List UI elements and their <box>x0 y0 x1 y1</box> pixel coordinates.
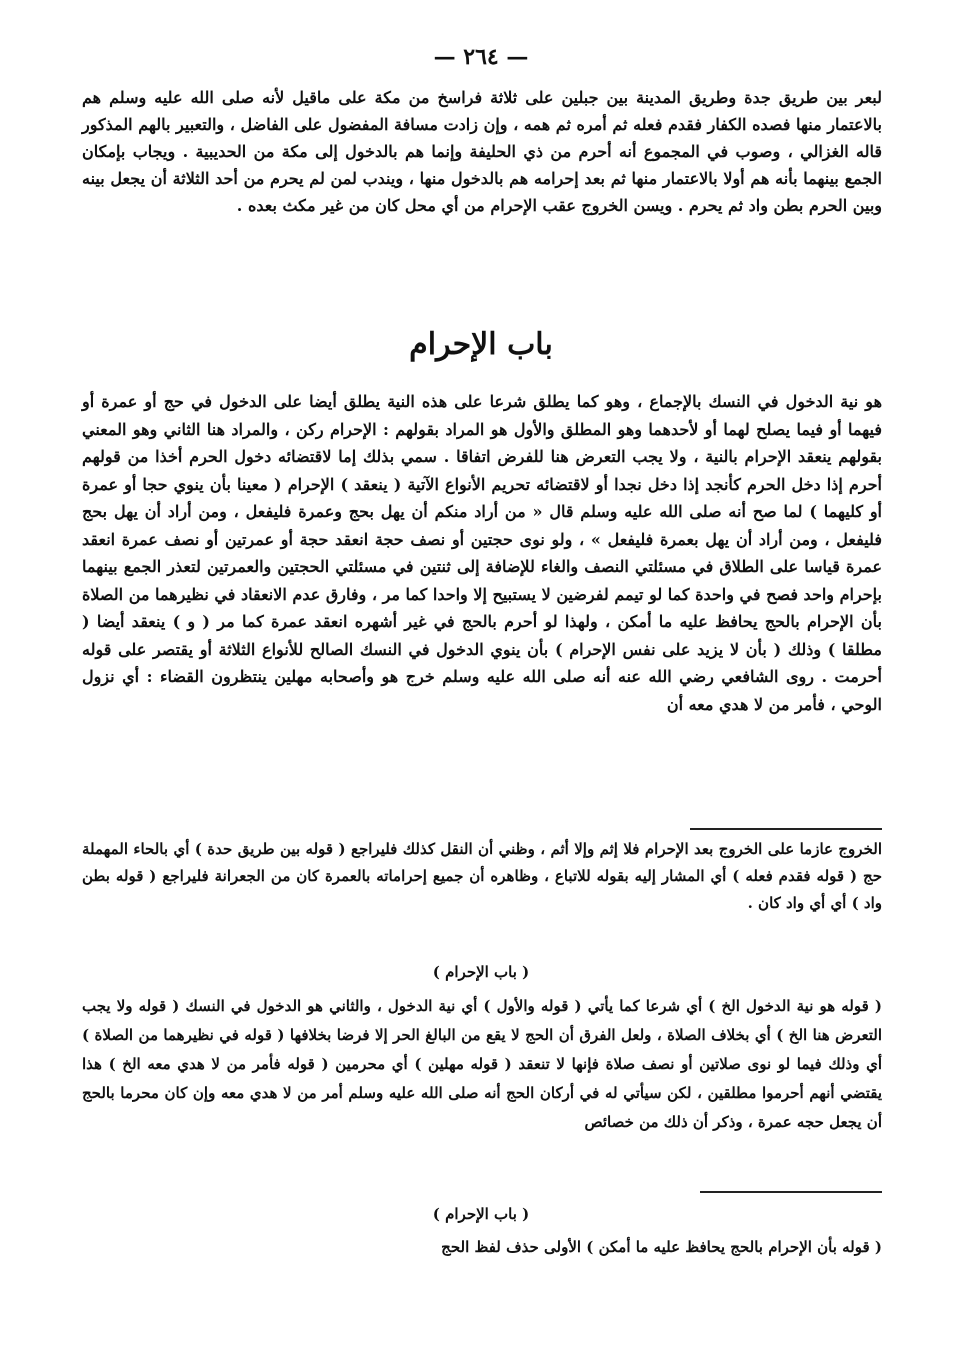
footnote-divider <box>690 828 882 830</box>
footnote-text: ( قوله بأن الإحرام بالحج يحافظ عليه ما أمكن ) الأولى حذف لفظ الحج <box>441 1238 882 1256</box>
footnote-divider <box>700 1191 882 1193</box>
main-text-body <box>82 388 882 718</box>
paragraph: هو نية الدخول في النسك بالإجماع ، وهو كما يطلق شرعا على هذه النية يطلق أيضا على الدخول في حج أو عمرة أو فيهما أو فيما يصلح لهما أو لأحدهما وهو المطلق والأول هو المراد بقولهم : الإحرام ركن ، والمراد هنا الثاني وهو المعني بقولهم ينعقد الإحرام بالنية ، ولا يجب التعرض هنا للفرض اتفاقا . سمي بذلك إما لاقتضائه دخول الحرم أخذا من قولهم أحرم إذا دخل الحرم كأنجد إذا دخل نجدا أو لاقتضائه تحريم الأنواع الآتية ( ينعقد ) الإحرام ( معينا بأن ينوي حجا أو عمرة أو كليهما ) لما صح أنه صلى الله عليه وسلم قال « من أراد منكم أن يهل بحج وعمرة فليفعل ، ومن أراد أن يهل بحج فليفعل ، ومن أراد أن يهل بعمرة فليفعل » ، ولو نوى حجتين أو نصف حجة انعقد حجة أو عمرتين أو نصف عمرة انعقد عمرة قياسا على الطلاق في مسئلتي النصف والغاء للإضافة إلى ثنتين في مسئلتي الحجتين والعمرتين لتعذر الجمع بينهما بإحرام واحد فصح في واحدة كما لو تيمم لفرضين لا يستبيح إلا واحدا كما مر ، وفارق عدم الانعقاد في نظيرهما من الصلاة بأن الإحرام بالحج يحافظ عليه ما أمكن ، ولهذا لو أحرم بالحج في غير أشهره انعقد عمرة كما مر ( و ) ينعقد أيضا ( مطلقا ) وذلك ( بأن لا يزيد على نفس الإحرام ) بأن ينوي الدخول في النسك الصالح للأنواع الثلاثة أو يقتصر على قوله أحرمت . روى الشافعي رضي الله عنه أنه صلى الله عليه وسلم خرج هو وأصحابه مهلين ينتظرون القضاء : أي نزول الوحي ، فأمر من لا هدي معه أن <box>82 392 883 714</box>
footnote-heading: ( باب الإحرام ) <box>432 963 530 981</box>
chapter-title: باب الإحرام <box>409 327 553 362</box>
footnote-block-3 <box>82 1234 882 1261</box>
footnote-heading: ( باب الإحرام ) <box>432 1205 530 1223</box>
page-number: — ٢٦٤ — <box>433 44 529 70</box>
footnote-block-2 <box>82 992 882 1137</box>
main-text-continuation <box>82 84 882 219</box>
footnote-text: ( قوله هو نية الدخول الخ ) أي شرعا كما يأتي ( قوله والأول ) أي نية الدخول ، والثاني هو الدخول في النسك ( قوله ولا يجب التعرض هنا الخ ) أي بخلاف الصلاة ، ولعل الفرق أن الحج لا يقع من البالغ الحر إلا فرضا بخلافها ( قوله في نظيرهما من الصلاة ) أي وذلك فيما لو نوى صلاتين أو نصف صلاة فإنها لا تنعقد ( قوله مهلين ) أي محرمين ( قوله فأمر من لا هدي معه الخ ) هذا يقتضي أنهم أحرموا مطلقين ، لكن سيأتي له في أركان الحج أنه صلى الله عليه وسلم أمر من لا هدي معه وإن كان محرما بالحج أن يجعل حجه عمرة ، وذكر أن ذلك من خصائص <box>82 997 882 1131</box>
footnote-block-1 <box>82 836 882 917</box>
footnote-text: الخروج عازما على الخروج بعد الإحرام فلا إثم وإلا أثم ، وظني أن النقل كذلك فليراجع ( قوله بين طريق حدة ) أي بالحاء المهملة حج ( قوله فقدم فعله ) أي المشار إليه بقوله للاتباع ، وظاهره أن جميع إحراماته بالعمرة كان من الجعرانة فليراجع ( قوله بطن واد ) أي أي واد كان . <box>82 840 882 912</box>
paragraph: لبعر بين طريق جدة وطريق المدينة بين جبلين على ثلاثة فراسخ من مكة على ماقيل لأنه صلى الله عليه وسلم هم بالاعتمار منها فصده الكفار فقدم فعله ثم أمره ثم همه ، وإن زادت مسافة المفضول على الفاضل ، والتعبير بالهم المذكور قاله الغزالي ، وصوب في المجموع أنه أحرم من ذي الحليفة وإنما هم بالدخول إلى مكة من الحديبية . ويجاب بإمكان الجمع بينهما بأنه هم أولا بالاعتمار منها ثم بعد إحرامه هم بالدخول منها ، ويندب لمن لم يحرم من أحد الثلاثة أن يجعل بينه وبين الحرم بطن واد ثم يحرم . ويسن الخروج عقب الإحرام من أي محل كان من غير مكث بعده . <box>82 88 882 215</box>
